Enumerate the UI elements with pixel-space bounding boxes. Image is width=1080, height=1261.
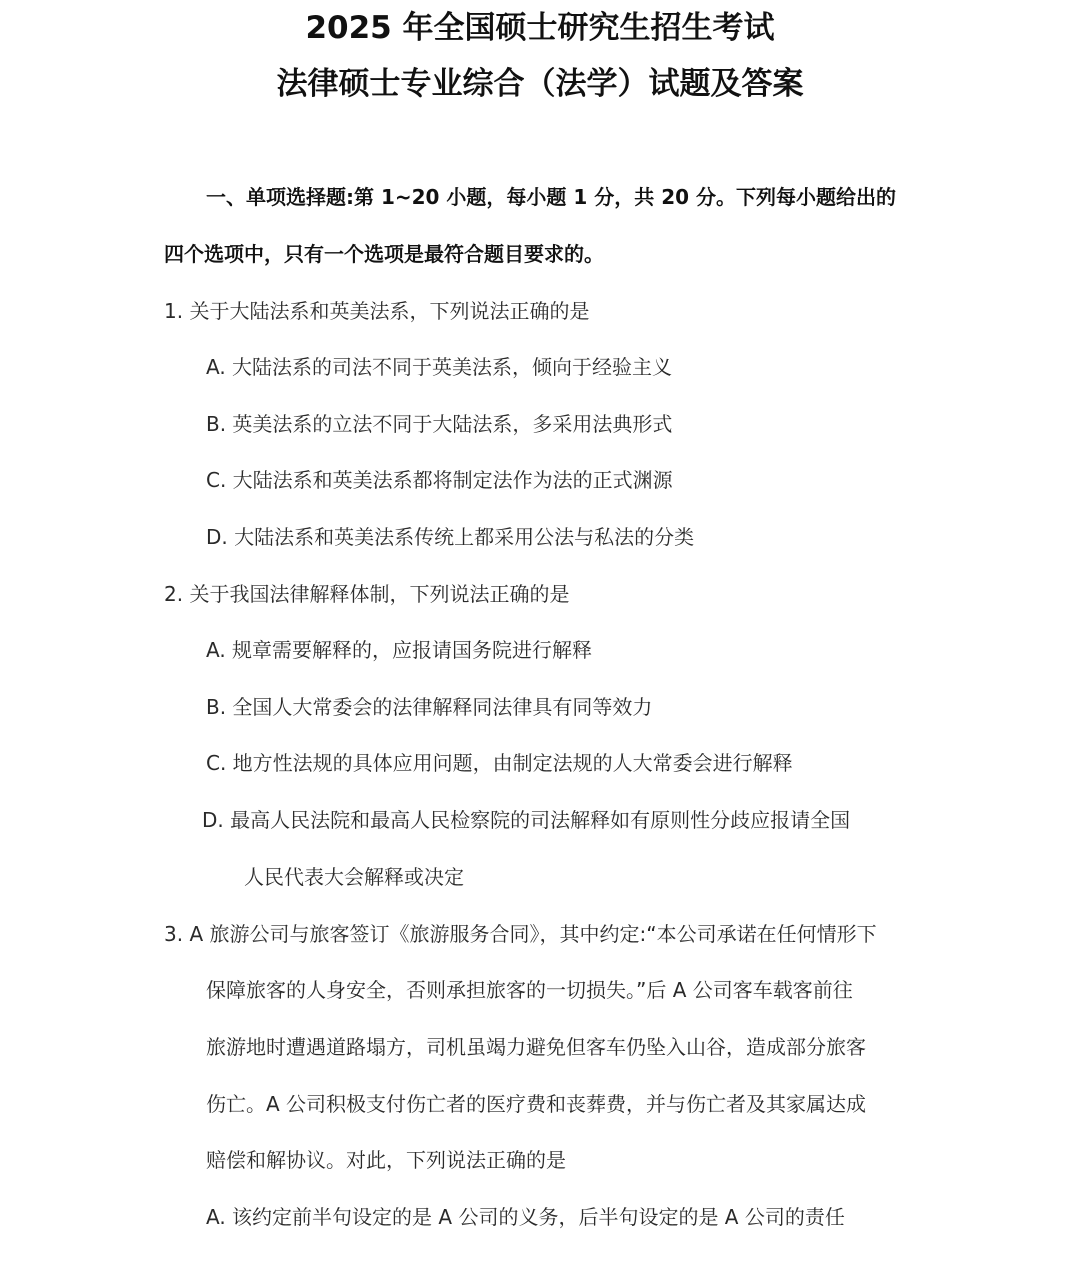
question-2-stem: 2. 关于我国法律解释体制，下列说法正确的是 (164, 582, 570, 606)
question-3-stem-line-3: 旅游地时遭遇道路塌方，司机虽竭力避免但客车仍坠入山谷，造成部分旅客 (206, 1035, 866, 1059)
question-2-option-a: A. 规章需要解释的，应报请国务院进行解释 (206, 638, 593, 662)
question-1-option-c: C. 大陆法系和英美法系都将制定法作为法的正式渊源 (206, 468, 673, 492)
question-1-option-b: B. 英美法系的立法不同于大陆法系，多采用法典形式 (206, 412, 673, 436)
question-2-option-c: C. 地方性法规的具体应用问题，由制定法规的人大常委会进行解释 (206, 751, 793, 775)
question-2-option-d-line-1: D. 最高人民法院和最高人民检察院的司法解释如有原则性分歧应报请全国 (202, 808, 851, 832)
section-heading-line-2: 四个选项中，只有一个选项是最符合题目要求的。 (164, 242, 604, 266)
document-title-line-2: 法律硕士专业综合（法学）试题及答案 (276, 66, 804, 102)
question-3-stem-line-1: 3. A 旅游公司与旅客签订《旅游服务合同》，其中约定:“本公司承诺在任何情形下 (164, 922, 877, 946)
question-3-stem-line-4: 伤亡。A 公司积极支付伤亡者的医疗费和丧葬费，并与伤亡者及其家属达成 (206, 1092, 867, 1116)
document-title-line-1: 2025 年全国硕士研究生招生考试 (305, 10, 775, 46)
question-2-option-b: B. 全国人大常委会的法律解释同法律具有同等效力 (206, 695, 653, 719)
question-1-option-d: D. 大陆法系和英美法系传统上都采用公法与私法的分类 (206, 525, 695, 549)
question-3-option-a: A. 该约定前半句设定的是 A 公司的义务，后半句设定的是 A 公司的责任 (206, 1205, 845, 1229)
section-heading-line-1: 一、单项选择题:第 1~20 小题，每小题 1 分，共 20 分。下列每小题给出的 (206, 185, 897, 209)
question-1-option-a: A. 大陆法系的司法不同于英美法系，倾向于经验主义 (206, 355, 673, 379)
question-3-stem-line-2: 保障旅客的人身安全，否则承担旅客的一切损失。”后 A 公司客车载客前往 (206, 978, 853, 1002)
question-1-stem: 1. 关于大陆法系和英美法系，下列说法正确的是 (164, 299, 590, 323)
question-2-option-d-line-2: 人民代表大会解释或决定 (244, 865, 464, 889)
question-3-stem-line-5: 赔偿和解协议。对此，下列说法正确的是 (206, 1148, 566, 1172)
